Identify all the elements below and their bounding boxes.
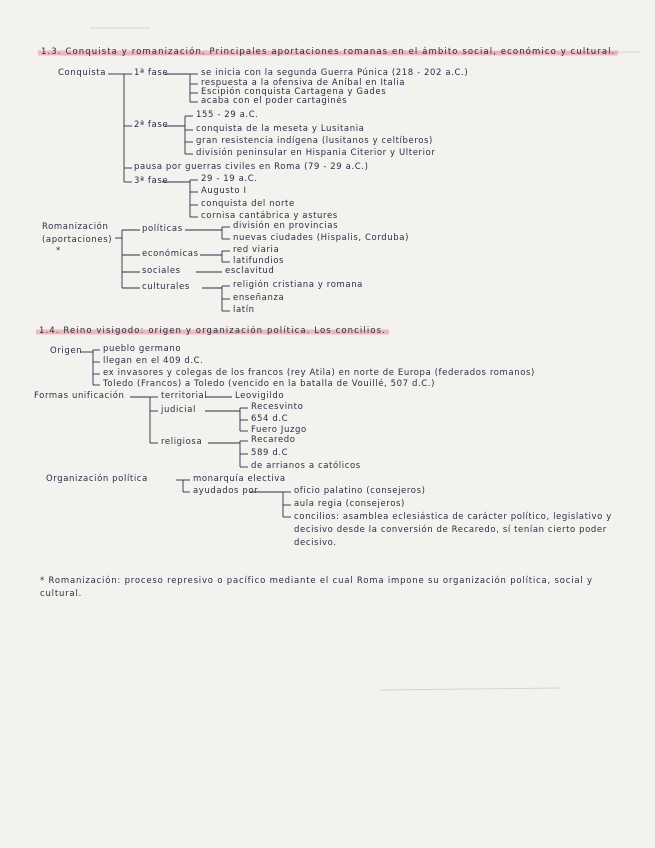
religiosa-label: religiosa xyxy=(161,437,203,447)
culturales-item: enseñanza xyxy=(233,293,285,303)
fase-1-item: se inicia con la segunda Guerra Púnica (218 - 202 a.C.) xyxy=(201,68,469,78)
origen-item: llegan en el 409 d.C. xyxy=(103,356,204,366)
culturales-item: latín xyxy=(233,305,255,315)
culturales-label: culturales xyxy=(142,282,190,292)
fase-3-item: Augusto I xyxy=(201,186,247,196)
judicial-item: Recesvinto xyxy=(251,402,304,412)
fase-1-label: 1ª fase xyxy=(134,68,169,78)
pausa-note: pausa por guerras civiles en Roma (79 - 29 a.C.) xyxy=(134,162,369,172)
origen-item: Toledo (Francos) a Toledo (vencido en la batalla de Vouillé, 507 d.C.) xyxy=(103,379,436,389)
footnote-romanizacion: * Romanización: proceso represivo o pacífico mediante el cual Roma impone su organización política, social y cultural. xyxy=(40,576,593,599)
fase-2-label: 2ª fase xyxy=(134,120,169,130)
judicial-label: judicial xyxy=(161,405,196,415)
aportaciones-label: (aportaciones) xyxy=(42,235,113,245)
culturales-item: religión cristiana y romana xyxy=(233,280,363,290)
fase-3-label: 3ª fase xyxy=(134,176,169,186)
fase-2-item: conquista de la meseta y Lusitania xyxy=(196,124,365,134)
judicial-item: 654 d.C xyxy=(251,414,289,424)
religiosa-item: Recaredo xyxy=(251,435,296,445)
religiosa-item: 589 d.C xyxy=(251,448,289,458)
asterisk-mark: * xyxy=(56,246,61,256)
formas-unificacion-label: Formas unificación xyxy=(34,391,125,401)
fase-1-item: respuesta a la ofensiva de Aníbal en Italia xyxy=(201,78,406,88)
section-title-1-4: 1.4. Reino visigodo: origen y organización política. Los concilios. xyxy=(36,326,389,336)
fase-2-item: gran resistencia indígena (lusitanos y celtíberos) xyxy=(196,136,433,146)
economicas-label: económicas xyxy=(142,249,199,259)
ayudados-item: oficio palatino (consejeros) xyxy=(294,486,426,496)
conquista-label: Conquista xyxy=(58,68,107,78)
sociales-item: esclavitud xyxy=(225,266,275,276)
fase-1-item: acaba con el poder cartaginés xyxy=(201,96,348,106)
religiosa-item: de arrianos a católicos xyxy=(251,461,361,471)
politicas-item: división en provincias xyxy=(233,221,339,231)
origen-item: pueblo germano xyxy=(103,344,182,354)
ayudados-item-concilios: concilios: asamblea eclesiástica de carácter político, legislativo y decisivo desde la conversión de Recaredo, sí tenían cierto poder decisivo. xyxy=(294,512,612,548)
politicas-label: políticas xyxy=(142,224,183,234)
fase-2-item: 155 - 29 a.C. xyxy=(196,110,259,120)
judicial-item: Fuero Juzgo xyxy=(251,425,307,435)
politicas-item: nuevas ciudades (Hispalis, Corduba) xyxy=(233,233,409,243)
economicas-item: latifundios xyxy=(233,256,285,266)
organizacion-politica-label: Organización política xyxy=(46,474,148,484)
fase-1-item: Escipión conquista Cartagena y Gades xyxy=(201,87,387,97)
fase-2-item: división peninsular en Hispania Citerior y Ulterior xyxy=(196,148,436,158)
sociales-label: sociales xyxy=(142,266,181,276)
economicas-item: red viaria xyxy=(233,245,280,255)
territorial-label: territorial xyxy=(161,391,208,401)
origen-item: ex invasores y colegas de los francos (rey Atila) en norte de Europa (federados romanos) xyxy=(103,368,535,378)
monarquia-electiva: monarquía electiva xyxy=(193,474,286,484)
ayudados-item: aula regia (consejeros) xyxy=(294,499,405,509)
fase-3-item: cornisa cantábrica y astures xyxy=(201,211,338,221)
territorial-item: Leovigildo xyxy=(235,391,285,401)
origen-label: Origen xyxy=(50,346,83,356)
romanizacion-label: Romanización xyxy=(42,222,109,232)
fase-3-item: 29 - 19 a.C. xyxy=(201,174,258,184)
section-title-1-3: 1.3. Conquista y romanización. Principales aportaciones romanas en el ámbito social, económico y cultural. xyxy=(38,47,618,57)
fase-3-item: conquista del norte xyxy=(201,199,295,209)
ayudados-por-label: ayudados por xyxy=(193,486,259,496)
